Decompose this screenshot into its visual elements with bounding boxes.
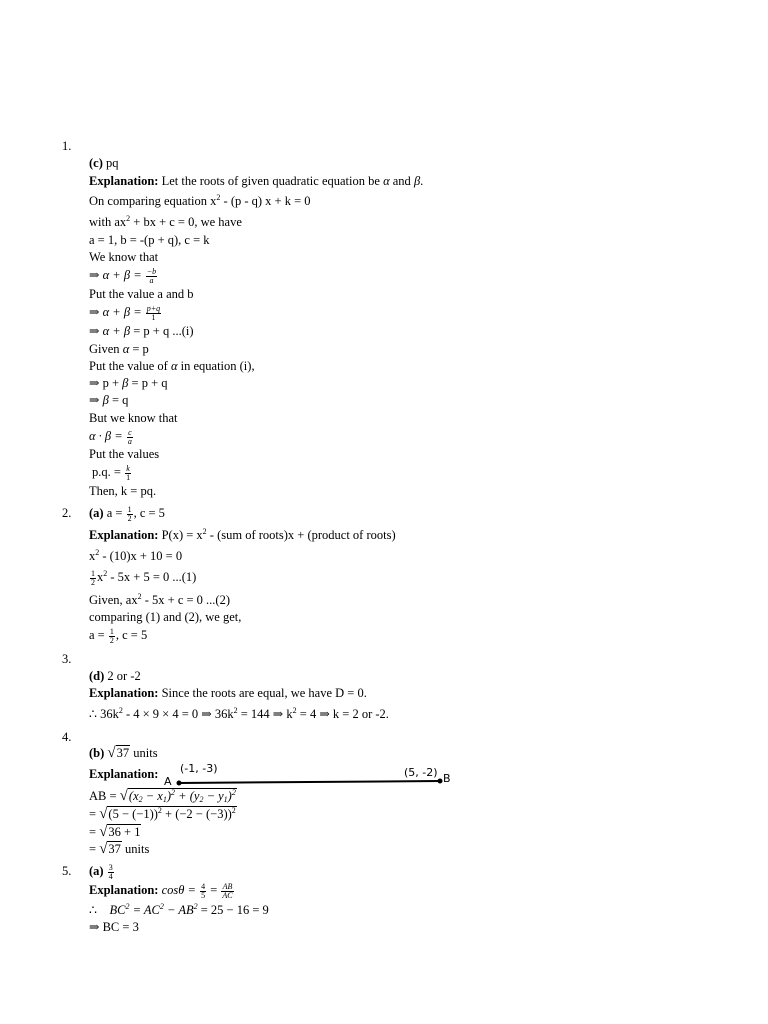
- q3-answer: (d) 2 or -2: [89, 669, 141, 683]
- point-b: [438, 779, 443, 784]
- q1-line16: α · β = $\frac{c}{a}$: [89, 427, 132, 446]
- q2-number: 2.: [62, 506, 72, 520]
- q1-line11: Given α = p: [89, 342, 149, 356]
- q3-number: 3.: [62, 652, 72, 666]
- q1-answer: (c) pq: [89, 156, 119, 170]
- q1-line18: p.q. = $\frac{k}{1}$: [92, 463, 131, 482]
- q4-line6: = √37 units: [89, 841, 150, 857]
- q1-number: 1.: [62, 139, 72, 153]
- q1-line14: ⇒ β = q: [89, 393, 129, 407]
- q3-explanation: Explanation: Since the roots are equal, we have D = 0.: [89, 686, 367, 700]
- q3-line3: ∴ $36k^2 - 4 \times 9 \times 4 = 0$ ⇒ $36k^2 = 144$ ⇒ $k^2 = 4$ ⇒ k = 2 or -2.: [89, 706, 389, 721]
- q2-answer: (a) a = $\frac{1}{2}$ , c = 5: [89, 504, 165, 523]
- q4-line3: AB = $√(x_2 - x_1)^2 + (y_2 - y_1)^2$: [89, 788, 236, 804]
- q2-line7: a = $\frac{1}{2}$ , c = 5: [89, 626, 148, 645]
- q4-line4: = $√(5 - (-1))^2 + (-2 - (-3))^2$: [89, 806, 236, 822]
- q4-answer: (b) √37 units: [89, 745, 158, 761]
- q5-answer: (a) $\frac{3}{4}$: [89, 862, 113, 881]
- q1-line5: a = 1, b = -(p + q), c = k: [89, 233, 210, 247]
- q1-line12: Put the value of α in equation (i),: [89, 359, 255, 373]
- q1-line7: ⇒ α + β = $\frac{-b}{a}$: [89, 266, 157, 285]
- q2-line5: Given, $ax^2 - 5x + c = 0$ ...(2): [89, 592, 230, 607]
- point-a: [177, 781, 182, 786]
- q5-line4: ⇒ BC = 3: [89, 920, 139, 934]
- q1-line8: Put the value a and b: [89, 287, 194, 301]
- point-b-label: B: [443, 772, 451, 785]
- q4-explanation-label: Explanation:: [89, 767, 159, 781]
- q1-line4: with $ax^2$ + bx + c = 0, we have: [89, 214, 242, 229]
- q2-line6: comparing (1) and (2), we get,: [89, 610, 242, 624]
- q5-explanation: Explanation: cosθ = $\frac{4}{5}$ = $\frac{AB}{AC}$: [89, 881, 233, 900]
- q2-line3: $x^2 - (10)x + 10 = 0$: [89, 548, 183, 563]
- q1-line15: But we know that: [89, 411, 178, 425]
- segment-ab: [179, 781, 440, 783]
- q1-line19: Then, k = pq.: [89, 484, 157, 498]
- q1-line17: Put the values: [89, 447, 160, 461]
- q4-line5: = √36 + 1: [89, 824, 141, 840]
- point-a-label: A: [164, 775, 172, 788]
- point-b-coord: (5, -2): [404, 766, 438, 779]
- q1-explanation: Explanation: Let the roots of given quadratic equation be α and β.: [89, 174, 424, 188]
- q2-line4: $\frac{1}{2}$ $x^2 - 5x + 5 = 0$ ...(1): [91, 568, 197, 587]
- q1-line6: We know that: [89, 250, 159, 264]
- q4-number: 4.: [62, 730, 72, 744]
- q1-line13: ⇒ p + β = p + q: [89, 376, 168, 390]
- point-a-coord: (-1, -3): [180, 762, 218, 775]
- q5-line3: ∴ $BC^2 = AC^2 - AB^2 = 25 - 16 = 9$: [89, 902, 269, 917]
- q2-explanation: Explanation: $P(x) = x^2 - (sum$ of roots)x + (product of roots): [89, 527, 396, 542]
- q1-line10: ⇒ α + β = p + q ...(i): [89, 324, 194, 338]
- q1-line3: On comparing equation $x^2 - (p - q) x + k = 0$: [89, 193, 311, 208]
- q5-number: 5.: [62, 864, 72, 878]
- q1-line9: ⇒ α + β = $\frac{p+q}{1}$: [89, 303, 161, 322]
